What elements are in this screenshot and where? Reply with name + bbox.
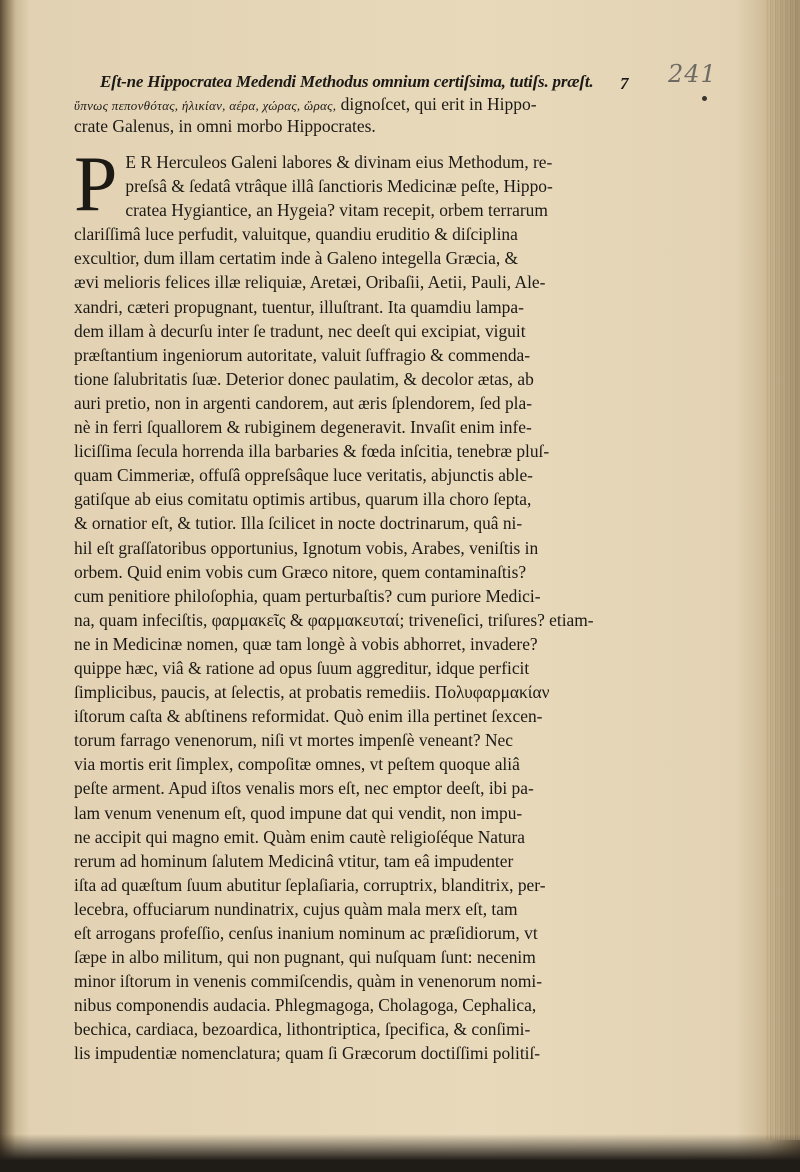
- text-line: cum penitiore philoſophia, quam perturbaſtis? cum puriore Medici-: [74, 585, 541, 606]
- text-line: liciſſima ſecula horrenda illa barbaries & fœda inſcitia, tenebræ pluſ-: [74, 441, 550, 462]
- book-page: [62, 0, 752, 1130]
- text-line: bechica, cardiaca, bezoardica, lithontriptica, ſpecifica, & conſimi-: [74, 1019, 531, 1040]
- latin-text: crate Galenus, in omni morbo Hippocrates.: [74, 116, 376, 136]
- text-line: & ornatior eſt, & tutior. Illa ſcilicet in nocte doctrinarum, quâ ni-: [74, 513, 523, 534]
- text-line: lecebra, offuciarum nundinatrix, cujus quàm mala merx eſt, tam: [74, 898, 518, 919]
- text-line: ne accipit qui magno emit. Quàm enim cautè religioſéque Natura: [74, 826, 526, 847]
- text-line: lis impudentiæ nomenclatura; quam ſi Græcorum doctiſſimi politiſ-: [74, 1043, 541, 1064]
- latin-text: dignoſcet, qui erit in Hippo-: [336, 94, 537, 114]
- text-line: E R Herculeos Galeni labores & divinam eius Methodum, re-: [125, 152, 553, 172]
- text-line: ſimplicibus, paucis, at ſelectis, at probatis remediis. Πολυφαρμακίαν: [74, 682, 550, 703]
- text-line: auri pretio, non in argenti candorem, aut æris ſplendorem, ſed pla-: [74, 392, 532, 413]
- binding-shadow: [0, 1134, 800, 1172]
- intro-line: [74, 94, 684, 116]
- text-line: gatiſque ab eius comitatu optimis artibus, quarum illa choro ſepta,: [74, 489, 532, 510]
- text-line: preſsâ & ſedatâ vtrâque illâ ſanctioris Medicinæ peſte, Hippo-: [125, 176, 553, 197]
- text-line: lam venum venenum eſt, quod impune dat qui vendit, non impu-: [74, 802, 523, 823]
- text-line: iſta ad quæſtum ſuum abutitur ſeplaſiaria, corruptrix, blanditrix, per-: [74, 874, 546, 895]
- text-line: peſte arment. Apud iſtos venalis mors eſt, nec emptor deeſt, ibi pa-: [74, 778, 534, 799]
- text-line: præſtantium ingeniorum autoritate, valuit ſuffragio & commenda-: [74, 344, 531, 365]
- text-line: quippe hæc, viâ & ratione ad opus ſuum aggreditur, idque perficit: [74, 657, 530, 678]
- text-line: nè in ferri ſquallorem & rubiginem degeneravit. Invaſit enim infe-: [74, 417, 532, 438]
- page-edges: [766, 0, 800, 1140]
- text-line: cratea Hygiantice, an Hygeia? vitam recepit, orbem terrarum: [125, 200, 548, 221]
- text-line: rerum ad hominum ſalutem Medicinâ vtitur, tam eâ impudenter: [74, 850, 514, 871]
- text-line: via mortis erit ſimplex, compoſitæ omnes, vt peſtem quoque aliâ: [74, 754, 520, 775]
- text-line: ne in Medicinæ nomen, quæ tam longè à vobis abhorret, invadere?: [74, 633, 538, 654]
- drop-cap: P: [74, 140, 118, 227]
- ink-mark: [702, 96, 707, 101]
- text-line: tione ſalubritatis ſuæ. Deterior donec paulatim, & decolor ætas, ab: [74, 368, 534, 389]
- text-line: torum farrago venenorum, niſi vt mortes impenſè veneant? Nec: [74, 730, 513, 751]
- text-line: quam Cimmeriæ, offuſâ oppreſsâque luce veritatis, abjunctis able-: [74, 465, 533, 486]
- text-line: orbem. Quid enim vobis cum Græco nitore, quem contaminaſtis?: [74, 561, 527, 582]
- greek-phrase: ὕπνως πεπονθότας, ἡλικίαν, αέρα, χώρας, ὥρας,: [74, 98, 337, 113]
- intro-line: [74, 116, 684, 137]
- text-line: minor iſtorum in venenis commiſcendis, quàm in venenorum nomi-: [74, 971, 543, 992]
- text-line: clariſſimâ luce perfudit, valuitque, quandiu eruditio & diſciplina: [74, 224, 518, 245]
- text-line: excultior, dum illam certatim inde à Galeno integella Græcia, &: [74, 248, 519, 269]
- text-line: xandri, cæteri propugnant, tuentur, illuſtrant. Ita quamdiu lampa-: [74, 296, 524, 317]
- intro-paragraph: [74, 94, 684, 137]
- running-head: Eſt-ne Hippocratea Medendi Methodus omnium certiſsima, tutiſs. præſt.: [100, 72, 594, 91]
- text-line: na, quam infeciſtis, φαρμακεῖς & φαρμακευταί; triveneſici, triſures? etiam-: [74, 609, 594, 630]
- text-line: dem illam à decurſu inter ſe tradunt, nec deeſt qui excipiat, viguit: [74, 320, 526, 341]
- handwritten-folio: 241: [668, 60, 717, 88]
- text-line: hil eſt graſſatoribus opportunius, Ignotum vobis, Arabes, veniſtis in: [74, 537, 539, 558]
- main-paragraph: [74, 140, 686, 1066]
- text-line: iſtorum caſta & abſtinens reformidat. Quò enim illa pertinet ſexcen-: [74, 706, 543, 727]
- text-line: ævi melioris felices illæ reliquiæ, Aretæi, Oribaſii, Aetii, Pauli, Ale-: [74, 272, 546, 293]
- text-line: eſt arrogans profeſſio, cenſus inanium nominum ac præſidiorum, vt: [74, 923, 538, 943]
- text-line: nibus componendis audacia. Phlegmagoga, Cholagoga, Cephalica,: [74, 995, 537, 1016]
- text-line: ſæpe in albo militum, qui non pugnant, qui nuſquam ſunt: necenim: [74, 947, 536, 968]
- page-number: 7: [620, 74, 629, 93]
